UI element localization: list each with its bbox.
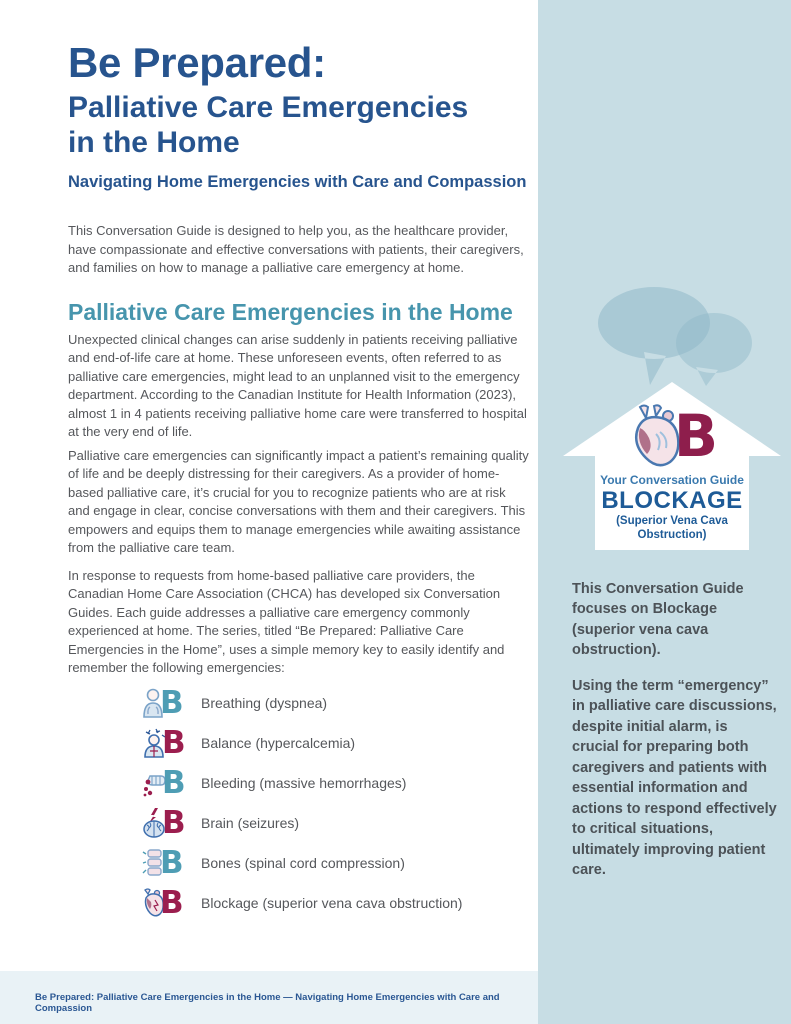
list-item-bleeding <box>142 763 530 803</box>
emergency-label: Bleeding (massive hemorrhages) <box>201 774 407 791</box>
body-paragraph-2: Palliative care emergencies can significantly impact a patient’s remaining quality of life and be deeply distressing for their caregivers. As a provider of home-based palliative care, it’s crucial for you to recognize patients who are at risk and engage in clear, concise conversations with them and their caregivers. This empowers and equips them to manage emergencies while awaiting assistance from the palliative care team. <box>68 447 529 555</box>
emergency-label: Blockage (superior vena cava obstruction) <box>201 894 463 911</box>
emergency-label: Breathing (dyspnea) <box>201 694 328 711</box>
list-item-bones <box>142 843 530 883</box>
page-subtitle: Navigating Home Emergencies with Care and Compassion <box>68 173 527 191</box>
bones-icon <box>142 844 192 881</box>
list-item-blockage <box>142 883 530 923</box>
letter-b: B <box>162 724 186 761</box>
badge-art <box>554 401 790 471</box>
bleeding-icon <box>142 764 192 801</box>
emergency-label: Brain (seizures) <box>201 814 300 831</box>
page-title-line1: Be Prepared: <box>68 39 326 86</box>
letter-b: B <box>162 764 186 801</box>
brain-icon <box>142 804 192 841</box>
letter-b: B <box>160 684 184 721</box>
letter-b: B <box>673 402 719 470</box>
sidebar-paragraph-2: Using the term “emergency” in palliative care discussions, despite initial alarm, is crucial for preparing both caregivers and patients with essential information and actions to respond effectively to critical situations, ultimately improving patient care. <box>572 677 777 878</box>
speech-bubbles-icon <box>594 286 752 386</box>
letter-b: B <box>162 804 186 841</box>
emergency-label: Bones (spinal cord compression) <box>201 854 405 871</box>
list-item-balance <box>142 723 530 763</box>
intro-paragraph: This Conversation Guide is designed to help you, as the healthcare provider, have compassionate and effective conversations with patients, their caregivers, and families on how to manage a palliative care emergency at home. <box>68 223 524 275</box>
section-heading: Palliative Care Emergencies in the Home <box>68 298 513 325</box>
letter-b: B <box>160 884 184 921</box>
house-badge <box>554 380 790 550</box>
breathing-icon <box>142 684 192 721</box>
badge-eyebrow: Your Conversation Guide <box>600 473 744 487</box>
page-title-line3: in the Home <box>68 126 240 159</box>
main-content <box>68 0 530 923</box>
footer-bar <box>0 971 538 1024</box>
emergencies-list <box>142 683 530 923</box>
sidebar-paragraph-1: This Conversation Guide focuses on Blockage (superior vena cava obstruction). <box>572 580 744 658</box>
badge-title: BLOCKAGE <box>601 487 743 514</box>
letter-b: B <box>160 844 184 881</box>
page-title-line2: Palliative Care Emergencies <box>68 91 469 124</box>
body-paragraph-1: Unexpected clinical changes can arise suddenly in patients receiving palliative and end-of-life care at home. These unforeseen events, often referred to as palliative care emergencies, might lead to an unplanned visit to the emergency department. According to the Canadian Institute for Health Information (2023), almost 1 in 4 patients receiving palliative home care were transferred to hospital at the very end of life. <box>68 331 527 439</box>
blockage-icon <box>142 884 192 921</box>
body-paragraph-3: In response to requests from home-based palliative care providers, the Canadian Home Care Association (CHCA) has developed six Conversation Guides. Each guide addresses a palliative care emergency commonly experienced at home. The series, titled “Be Prepared: Palliative Care Emergencies in the Home”, uses a simple memory key to easily identify and remember the following emergencies: <box>68 567 505 675</box>
badge-content <box>554 380 790 542</box>
list-item-brain <box>142 803 530 843</box>
emergency-label: Balance (hypercalcemia) <box>201 734 356 751</box>
badge-subtitle: (Superior Vena Cava Obstruction) <box>616 515 728 541</box>
list-item-breathing <box>142 683 530 723</box>
balance-icon <box>142 724 192 761</box>
footer-text: Be Prepared: Palliative Care Emergencies in the Home — Navigating Home Emergencies with Care and Compassion <box>35 992 500 1014</box>
